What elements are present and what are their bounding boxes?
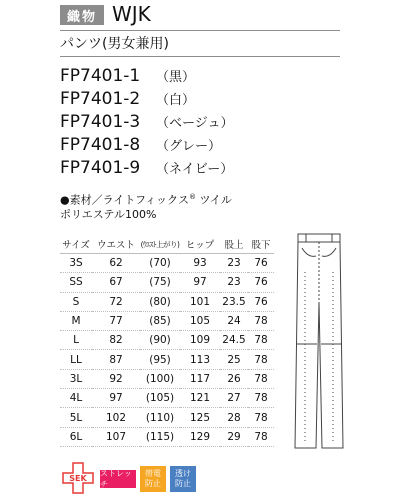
cell-rise: 24.5 <box>220 331 248 350</box>
material-name: ●素材／ライトフィックス <box>60 193 189 207</box>
cell-waist-finished: (85) <box>140 311 180 330</box>
cell-inseam: 76 <box>248 273 274 292</box>
cell-waist: 62 <box>92 254 140 273</box>
cell-rise: 28 <box>220 408 248 427</box>
cell-waist-finished: (95) <box>140 350 180 369</box>
size-row <box>60 389 274 408</box>
cell-waist-finished: (115) <box>140 427 180 446</box>
product-code-row <box>60 110 350 133</box>
cell-hip: 129 <box>180 427 220 446</box>
cell-inseam: 78 <box>248 331 274 350</box>
size-row <box>60 350 274 369</box>
cell-waist-finished: (90) <box>140 331 180 350</box>
brand-name: WJK <box>112 2 151 26</box>
material-info <box>60 190 232 222</box>
size-table <box>60 235 274 447</box>
material-line-1 <box>60 190 232 208</box>
product-color: （白） <box>156 93 196 108</box>
cell-waist-finished: (110) <box>140 408 180 427</box>
size-row <box>60 369 274 388</box>
registered-mark: ® <box>188 193 196 201</box>
header-size: サイズ <box>60 235 92 254</box>
material-composition: ポリエステル100% <box>60 207 157 221</box>
header-rise: 股上 <box>220 235 248 254</box>
cell-size: 3S <box>60 254 92 273</box>
size-row <box>60 311 274 330</box>
header-hip: ヒップ <box>180 235 220 254</box>
cell-size: 3L <box>60 369 92 388</box>
product-code-list <box>60 64 350 179</box>
cell-size: S <box>60 292 92 311</box>
cell-rise: 25 <box>220 350 248 369</box>
header-waist: ウエスト <box>92 235 140 254</box>
anti-see-through-badge: 透け 防止 <box>170 466 196 492</box>
cell-rise: 29 <box>220 427 248 446</box>
cell-size: 6L <box>60 427 92 446</box>
cell-waist: 67 <box>92 273 140 292</box>
cell-waist-finished: (70) <box>140 254 180 273</box>
cell-waist-finished: (80) <box>140 292 180 311</box>
cell-waist-finished: (75) <box>140 273 180 292</box>
pants-illustration <box>292 232 346 452</box>
cell-waist: 97 <box>92 389 140 408</box>
cell-size: L <box>60 331 92 350</box>
size-table-body <box>60 254 274 447</box>
cell-rise: 27 <box>220 389 248 408</box>
cell-rise: 23.5 <box>220 292 248 311</box>
waistband <box>298 234 340 242</box>
cell-rise: 23 <box>220 273 248 292</box>
cell-inseam: 76 <box>248 254 274 273</box>
size-row <box>60 408 274 427</box>
cell-inseam: 78 <box>248 427 274 446</box>
cell-inseam: 78 <box>248 369 274 388</box>
product-code: FP7401-9 <box>60 157 141 178</box>
cell-hip: 105 <box>180 311 220 330</box>
product-code-row <box>60 87 350 110</box>
material-weave: ツイル <box>195 193 232 207</box>
cell-rise: 26 <box>220 369 248 388</box>
cell-waist-finished: (100) <box>140 369 180 388</box>
product-category: パンツ(男女兼用) <box>60 36 169 52</box>
cell-waist: 107 <box>92 427 140 446</box>
cell-hip: 125 <box>180 408 220 427</box>
cell-waist: 102 <box>92 408 140 427</box>
pants-outline <box>295 242 343 448</box>
cell-inseam: 76 <box>248 292 274 311</box>
header-waist-finished: (ｳｴｽﾄ上がり) <box>140 235 180 254</box>
product-code-row <box>60 156 350 179</box>
sek-label: SEK <box>69 474 87 483</box>
product-code: FP7401-2 <box>60 88 141 109</box>
cell-waist: 87 <box>92 350 140 369</box>
product-code: FP7401-1 <box>60 65 141 86</box>
cell-size: SS <box>60 273 92 292</box>
size-row <box>60 254 274 273</box>
cell-size: 5L <box>60 408 92 427</box>
cell-hip: 121 <box>180 389 220 408</box>
cell-hip: 117 <box>180 369 220 388</box>
product-code-row <box>60 133 350 156</box>
size-row <box>60 292 274 311</box>
product-color: （ベージュ） <box>156 116 234 131</box>
product-color: （黒） <box>156 70 196 85</box>
subtitle-divider <box>60 56 340 57</box>
cell-waist: 72 <box>92 292 140 311</box>
cell-inseam: 78 <box>248 408 274 427</box>
cell-waist: 77 <box>92 311 140 330</box>
cell-rise: 24 <box>220 311 248 330</box>
cell-waist: 82 <box>92 331 140 350</box>
antistatic-badge: 帯電 防止 <box>140 466 166 492</box>
fabric-type-tag: 織物 <box>60 5 104 25</box>
cell-hip: 113 <box>180 350 220 369</box>
product-code: FP7401-8 <box>60 134 141 155</box>
cell-inseam: 78 <box>248 350 274 369</box>
product-code: FP7401-3 <box>60 111 141 132</box>
cell-inseam: 78 <box>248 389 274 408</box>
cell-size: M <box>60 311 92 330</box>
cell-waist: 92 <box>92 369 140 388</box>
header-inseam: 股下 <box>248 235 274 254</box>
cell-rise: 23 <box>220 254 248 273</box>
cell-inseam: 78 <box>248 311 274 330</box>
size-row <box>60 331 274 350</box>
size-row <box>60 273 274 292</box>
cell-size: LL <box>60 350 92 369</box>
size-row <box>60 427 274 446</box>
cell-hip: 109 <box>180 331 220 350</box>
size-table-header <box>60 235 274 254</box>
cell-waist-finished: (105) <box>140 389 180 408</box>
cell-hip: 93 <box>180 254 220 273</box>
product-code-row <box>60 64 350 87</box>
cell-hip: 101 <box>180 292 220 311</box>
sek-mark-icon <box>62 462 94 494</box>
stretch-badge: ストレッチ <box>100 470 136 488</box>
product-color: （グレー） <box>156 139 222 154</box>
cell-hip: 97 <box>180 273 220 292</box>
header-divider <box>60 30 340 31</box>
product-color: （ネイビー） <box>156 162 234 177</box>
cell-size: 4L <box>60 389 92 408</box>
